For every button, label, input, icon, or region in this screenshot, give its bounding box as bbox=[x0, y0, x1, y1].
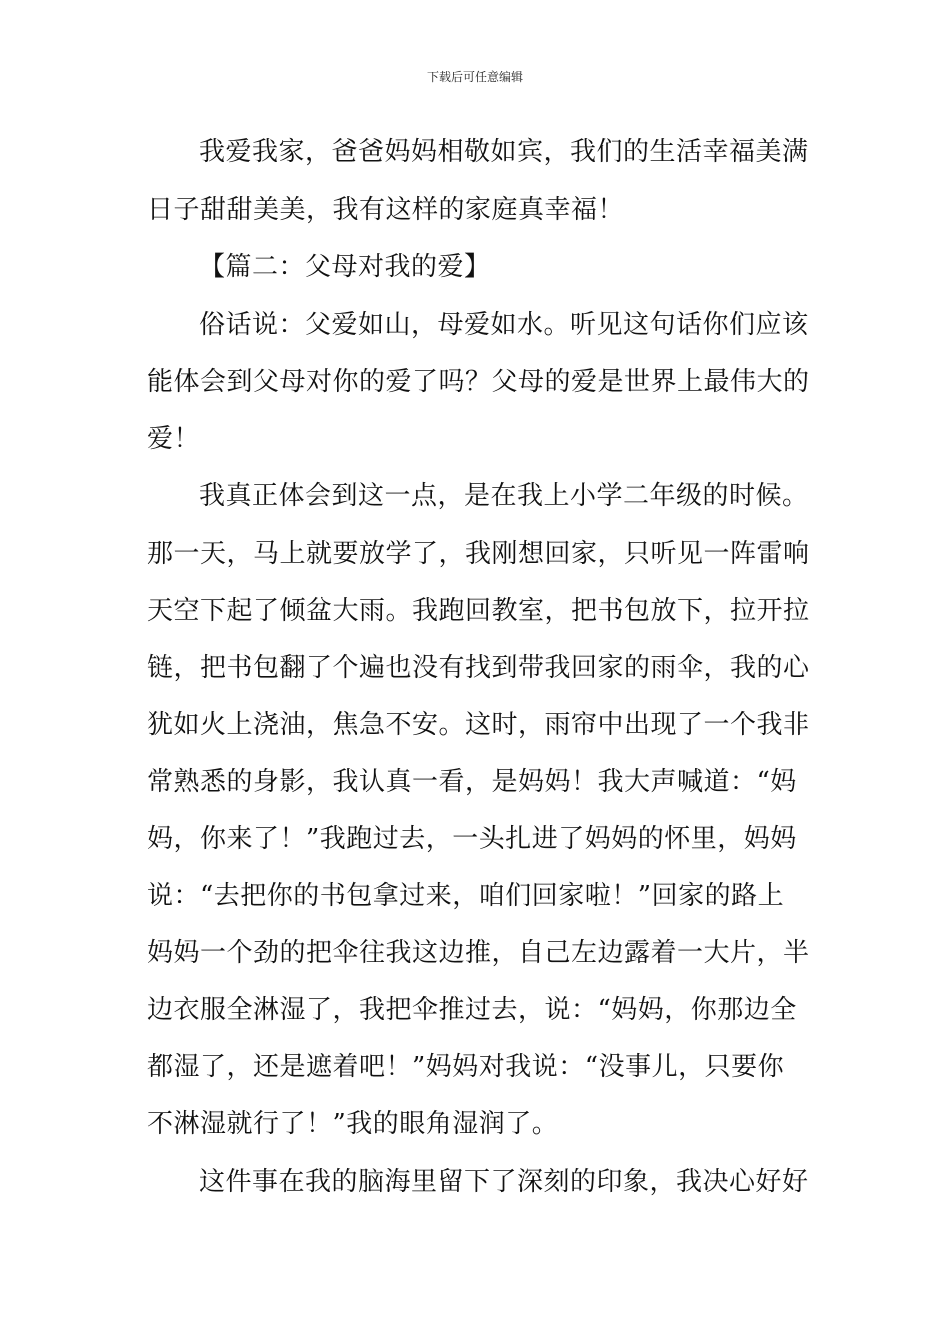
text-line-10: 链，把书包翻了个遍也没有找到带我回家的雨伞，我的心 bbox=[147, 653, 810, 683]
text-line-17: 都湿了，还是遮着吧！”妈妈对我说：“没事儿，只要你 bbox=[147, 1052, 785, 1082]
text-line-9: 天空下起了倾盆大雨。我跑回教室，把书包放下，拉开拉 bbox=[147, 596, 810, 626]
text-line-2: 日子甜甜美美，我有这样的家庭真幸福！ bbox=[147, 195, 625, 225]
text-line-6: 爱！ bbox=[147, 424, 201, 454]
text-line-14: 说：“去把你的书包拿过来，咱们回家啦！”回家的路上 bbox=[147, 881, 785, 911]
text-line-8: 那一天，马上就要放学了，我刚想回家，只听见一阵雷响 bbox=[147, 539, 810, 569]
text-line-18: 不淋湿就行了！”我的眼角湿润了。 bbox=[147, 1109, 559, 1139]
text-line-4: 俗话说：父爱如山，母爱如水。听见这句话你们应该 bbox=[199, 310, 809, 340]
text-line-15: 妈妈一个劲的把伞往我这边推，自己左边露着一大片，半 bbox=[147, 938, 810, 968]
section-heading: 【篇二：父母对我的爱】 bbox=[199, 252, 491, 282]
text-line-5: 能体会到父母对你的爱了吗？父母的爱是世界上最伟大的 bbox=[147, 367, 810, 397]
text-line-16: 边衣服全淋湿了，我把伞推过去，说：“妈妈，你那边全 bbox=[147, 995, 797, 1025]
header-note: 下载后可任意编辑 bbox=[426, 70, 523, 84]
text-line-11: 犹如火上浇油，焦急不安。这时，雨帘中出现了一个我非 bbox=[147, 710, 810, 740]
text-line-12: 常熟悉的身影，我认真一看，是妈妈！我大声喊道：“妈 bbox=[147, 767, 797, 797]
text-line-13: 妈，你来了！”我跑过去，一头扎进了妈妈的怀里，妈妈 bbox=[147, 824, 797, 854]
text-line-7: 我真正体会到这一点，是在我上小学二年级的时候。 bbox=[199, 481, 809, 511]
text-line-19: 这件事在我的脑海里留下了深刻的印象，我决心好好 bbox=[199, 1167, 809, 1197]
text-line-1: 我爱我家，爸爸妈妈相敬如宾，我们的生活幸福美满 bbox=[199, 137, 809, 167]
